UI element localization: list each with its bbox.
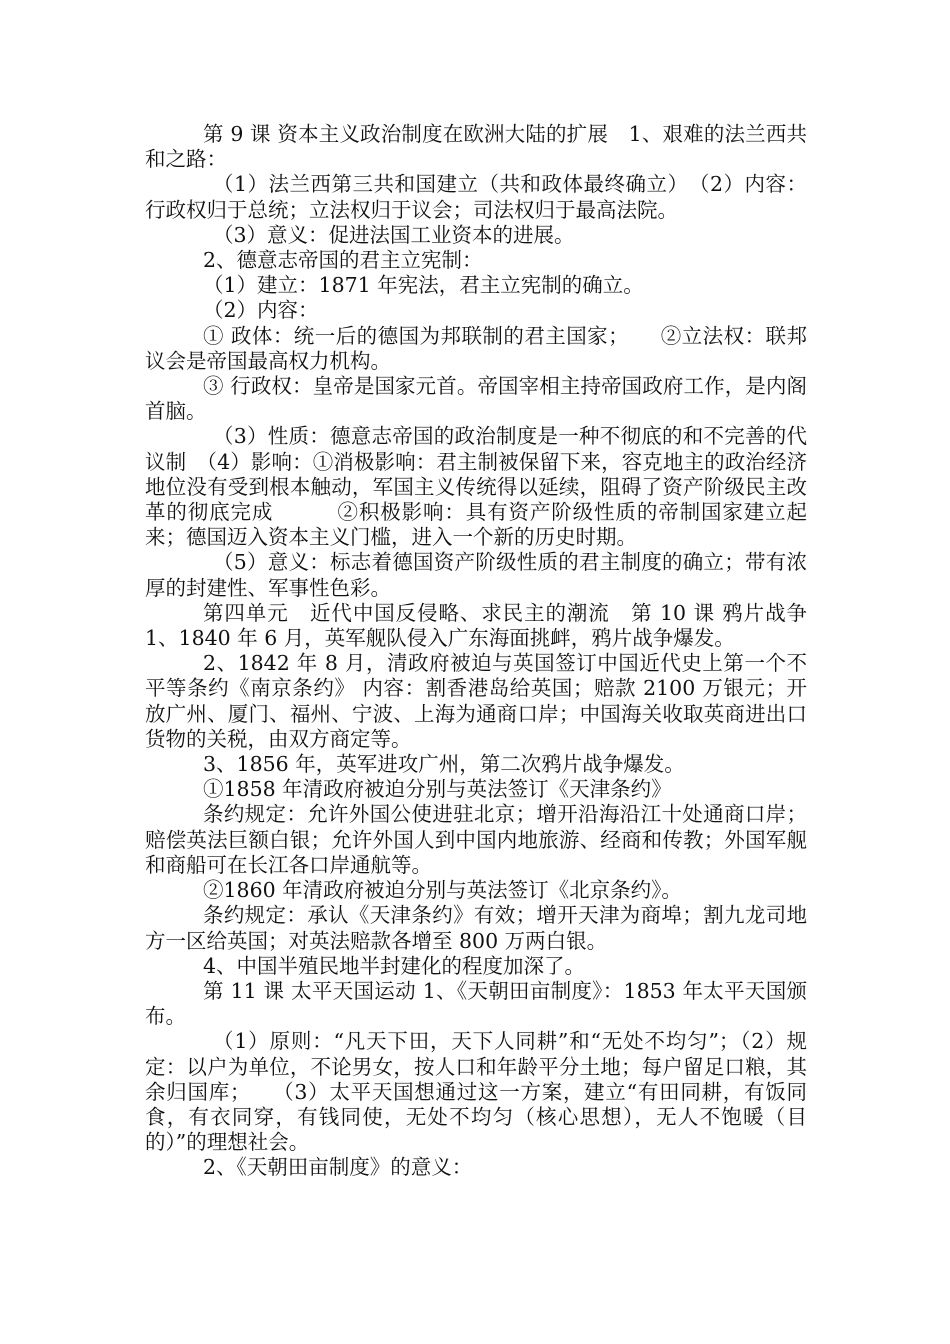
- unit-4-heading: 第四单元 近代中国反侵略、求民主的潮流 第 10 课 鸦片战争 1、1840 年 6 月，英军舰队侵入广东海面挑衅，鸦片战争爆发。: [145, 600, 807, 651]
- paragraph: 3、1856 年，英军进攻广州，第二次鸦片战争爆发。: [203, 752, 685, 777]
- paragraph: ②1860 年清政府被迫分别与英法签订《北京条约》。: [203, 878, 682, 903]
- paragraph: 4、中国半殖民地半封建化的程度加深了。: [203, 953, 586, 978]
- paragraph: 2、1842 年 8 月，清政府被迫与英国签订中国近代史上第一个不平等条约《南京条约》 内容：割香港岛给英国；赔款 2100 万银元；开放广州、厦门、福州、宁波、上海为通商口岸；中国海关收取英商进出口货物的关税，由双方商定等。: [145, 651, 807, 751]
- paragraph: 条约规定：允许外国公使进驻北京；增开沿海沿江十处通商口岸；赔偿英法巨额白银；允许外国人到中国内地旅游、经商和传教；外国军舰和商船可在长江各口岸通航等。: [145, 802, 807, 877]
- paragraph: （1）法兰西第三共和国建立（共和政体最终确立） （2）内容：行政权归于总统；立法权归于议会；司法权归于最高法院。: [145, 172, 807, 222]
- paragraph: （1）建立：1871 年宪法，君主立宪制的确立。: [203, 273, 644, 298]
- paragraph: 2、《天朝田亩制度》的意义：: [203, 1155, 473, 1180]
- paragraph: （3）意义：促进法国工业资本的进展。: [213, 222, 575, 247]
- paragraph: （5）意义：标志着德国资产阶级性质的君主制度的确立；带有浓厚的封建性、军事性色彩。: [145, 550, 807, 600]
- document-body: [145, 122, 807, 1181]
- paragraph: （1）原则：“凡天下田，天下人同耕”和“无处不均匀”；（2）规定：以户为单位，不论男女，按人口和年龄平分土地；每户留足口粮，其余归国库； （3）太平天国想通过这一方案，建立“有田同耕，有饭同食，有衣同穿，有钱同使，无处不均匀（核心思想），无人不饱暖（目的）”的理想社会。: [145, 1029, 807, 1155]
- paragraph: 条约规定：承认《天津条约》有效；增开天津为商埠；割九龙司地方一区给英国；对英法赔款各增至 800 万两白银。: [145, 903, 807, 953]
- paragraph: 2、德意志帝国的君主立宪制：: [203, 248, 483, 273]
- paragraph: ①1858 年清政府被迫分别与英法签订《天津条约》: [203, 777, 672, 802]
- lesson-11-heading: 第 11 课 太平天国运动 1、《天朝田亩制度》：1853 年太平天国颁布。: [145, 978, 807, 1029]
- lesson-9-heading: 第 9 课 资本主义政治制度在欧洲大陆的扩展 1、艰难的法兰西共和之路：: [145, 122, 807, 172]
- paragraph: ① 政体：统一后的德国为邦联制的君主国家； ②立法权：联邦议会是帝国最高权力机构。: [145, 323, 807, 373]
- paragraph: ③ 行政权：皇帝是国家元首。帝国宰相主持帝国政府工作，是内阁首脑。: [145, 374, 807, 424]
- paragraph: （2）内容：: [203, 298, 319, 323]
- paragraph: （3）性质：德意志帝国的政治制度是一种不彻底的和不完善的代议制 （4）影响：①消极影响：君主制被保留下来，容克地主的政治经济地位没有受到根本触动，军国主义传统得以延续，阻碍了资产阶级民主改革的彻底完成 ②积极影响：具有资产阶级性质的帝制国家建立起来；德国迈入资本主义门槛，进入一个新的历史时期。: [145, 424, 807, 550]
